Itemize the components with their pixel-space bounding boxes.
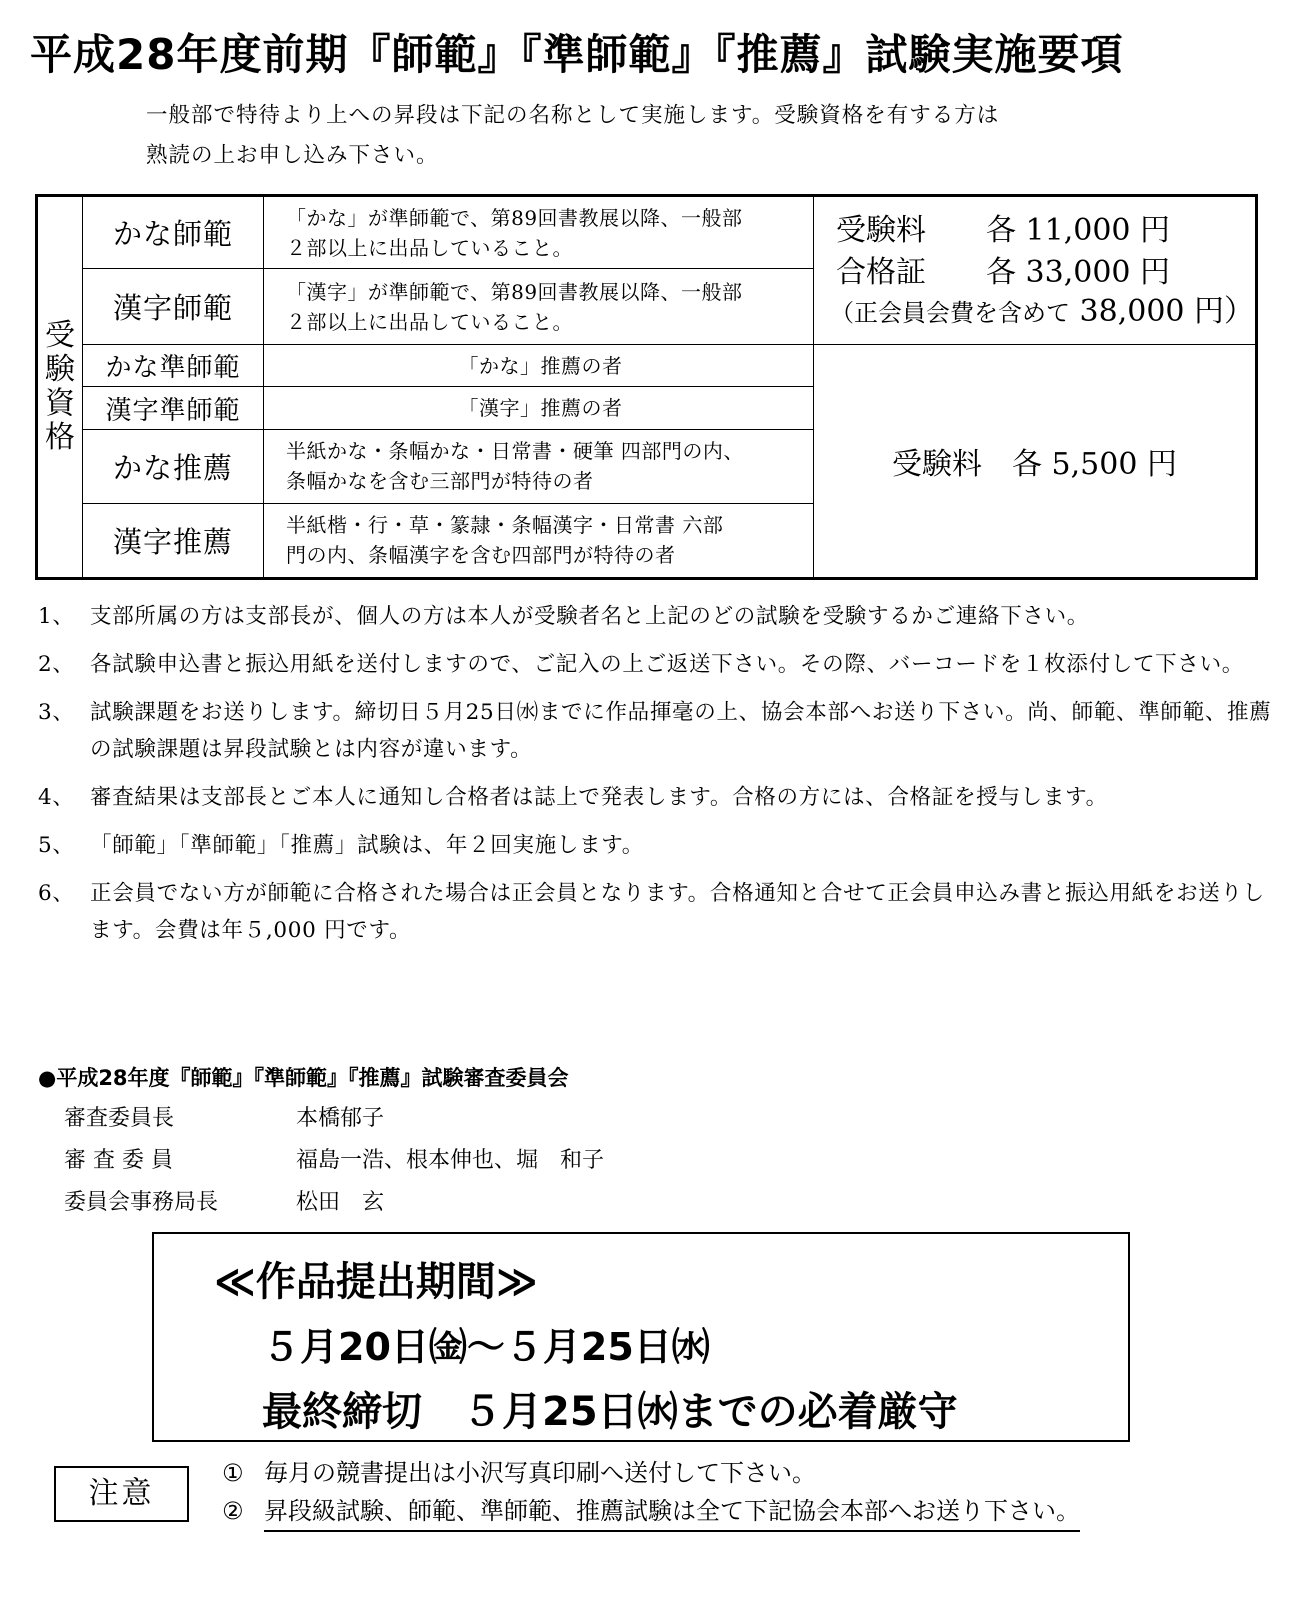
period-title: ≪作品提出期間≫ bbox=[214, 1259, 538, 1305]
committee-section bbox=[38, 1058, 938, 1224]
requirement-cell: 「漢字」が準師範で、第89回書教展以降、一般部 ２部以上に出品していること。 bbox=[264, 269, 814, 344]
list-item: 2、 各試験申込書と振込用紙を送付しますので、ご記入の上ご返送下さい。その際、バーコードを１枚添付して下さい。 bbox=[38, 652, 1244, 677]
submission-period-box bbox=[152, 1232, 1130, 1442]
category-cell: かな師範 bbox=[83, 196, 264, 269]
fee-certificate: 合格証 各 33,000 円 bbox=[836, 254, 1171, 290]
fee-shihan-cell bbox=[814, 196, 1257, 345]
caution-note: ① 毎月の競書提出は小沢写真印刷へ送付して下さい。 bbox=[222, 1459, 816, 1487]
category-cell: 漢字師範 bbox=[83, 269, 264, 344]
committee-member: 委員会事務局長 松田 玄 bbox=[64, 1190, 385, 1215]
requirement-cell: 半紙楷・行・草・篆隷・条幅漢字・日常書 六部 門の内、条幅漢字を含む四部門が特待の者 bbox=[264, 503, 814, 578]
qualification-side-heading: 受 験 資 格 bbox=[37, 196, 83, 579]
fee-exam: 受験料 各 11,000 円 bbox=[836, 212, 1171, 248]
intro-line: 一般部で特待より上への昇段は下記の名称として実施します。受験資格を有する方は bbox=[146, 103, 1000, 128]
committee-member: 審査委員長 本橋郁子 bbox=[64, 1106, 385, 1131]
intro-line: 熟読の上お申し込み下さい。 bbox=[146, 143, 439, 168]
intro-text bbox=[146, 96, 1226, 176]
category-cell: かな準師範 bbox=[83, 344, 264, 387]
list-item: 6、 正会員でない方が師範に合格された場合は正会員となります。合格通知と合せて正会員申込み書と振込用紙をお送りします。会費は年５,000 円です。 bbox=[38, 881, 1265, 943]
list-item: 4、 審査結果は支部長とご本人に通知し合格者は誌上で発表します。合格の方には、合格証を授与します。 bbox=[38, 785, 1108, 810]
fee-note: （正会員会費を含めて 38,000 円） bbox=[830, 293, 1255, 329]
caution-label: 注意 bbox=[54, 1466, 189, 1522]
period-deadline: 最終締切 ５月25日㈬までの必着厳守 bbox=[262, 1389, 958, 1435]
category-cell: 漢字準師範 bbox=[83, 387, 264, 430]
committee-member: 審 査 委 員 福島一浩、根本伸也、堀 和子 bbox=[64, 1148, 605, 1173]
qualification-table bbox=[35, 194, 1258, 580]
committee-heading: ●平成28年度『師範』『準師範』『推薦』試験審査委員会 bbox=[38, 1066, 569, 1090]
requirement-cell: 「かな」が準師範で、第89回書教展以降、一般部 ２部以上に出品していること。 bbox=[264, 196, 814, 269]
instruction-list bbox=[38, 598, 1278, 960]
category-cell: 漢字推薦 bbox=[83, 503, 264, 578]
list-item: 3、 試験課題をお送りします。締切日５月25日㈬までに作品揮毫の上、協会本部へお送り下さい。尚、師範、準師範、推薦の試験課題は昇段試験とは内容が違います。 bbox=[38, 700, 1272, 762]
requirement-cell: 半紙かな・条幅かな・日常書・硬筆 四部門の内、 条幅かなを含む三部門が特待の者 bbox=[264, 430, 814, 503]
caution-note: ② 昇段級試験、師範、準師範、推薦試験は全て下記協会本部へお送り下さい。 bbox=[222, 1492, 1222, 1532]
list-item: 1、 支部所属の方は支部長が、個人の方は本人が受験者名と上記のどの試験を受験するかご連絡下さい。 bbox=[38, 604, 1090, 629]
caution-notes bbox=[222, 1454, 1222, 1532]
requirement-cell: 「漢字」推薦の者 bbox=[264, 387, 814, 430]
page-title: 平成28年度前期『師範』『準師範』『推薦』試験実施要項 bbox=[30, 30, 1124, 79]
category-cell: かな推薦 bbox=[83, 430, 264, 503]
fee-other-cell: 受験料 各 5,500 円 bbox=[814, 344, 1257, 578]
period-dates: ５月20日㈮～５月25日㈬ bbox=[262, 1325, 710, 1369]
requirement-cell: 「かな」推薦の者 bbox=[264, 344, 814, 387]
list-item: 5、 「師範」「準師範」「推薦」試験は、年２回実施します。 bbox=[38, 833, 644, 858]
